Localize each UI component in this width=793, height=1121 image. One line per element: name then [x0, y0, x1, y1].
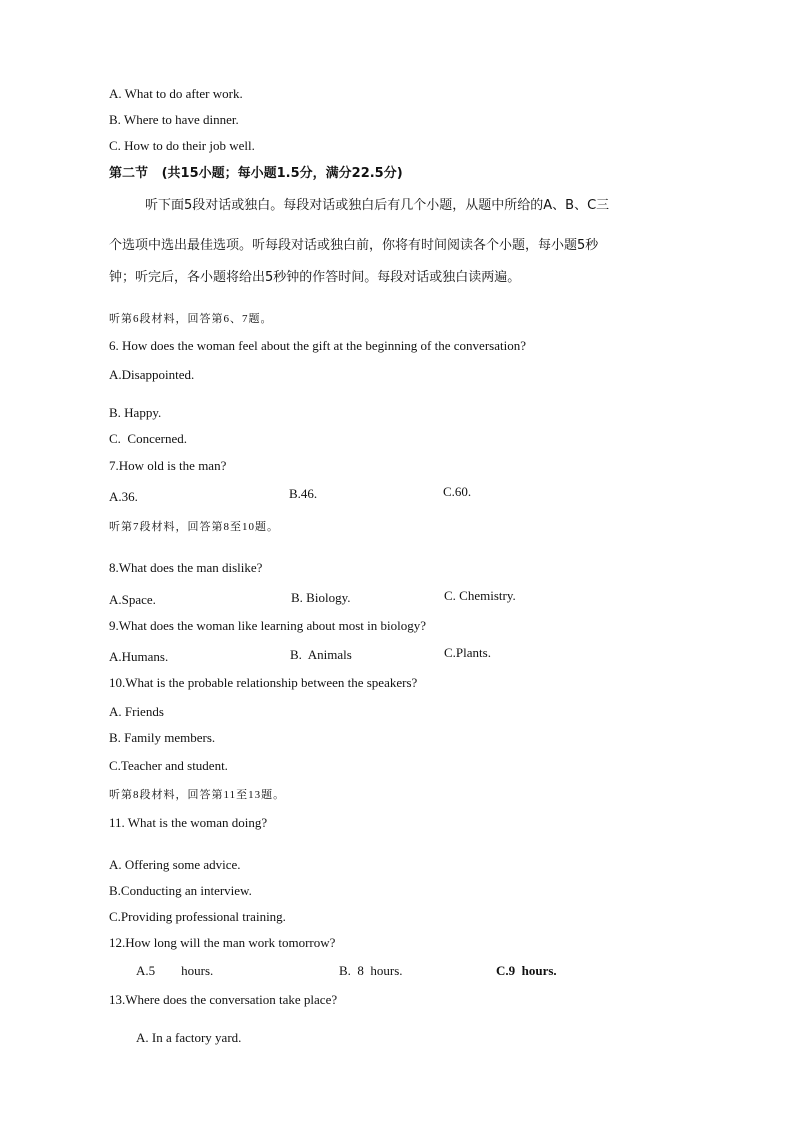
- material-6-heading: 听第6段材料，回答第6、7题。: [109, 313, 273, 325]
- q11-option-a: A. Offering some advice.: [109, 857, 241, 872]
- q12-option-b: B. 8 hours.: [339, 963, 403, 978]
- q10-option-c: C.Teacher and student.: [109, 758, 228, 773]
- section-title: 第二节: [109, 166, 149, 181]
- q12-stem: 12.How long will the man work tomorrow?: [109, 935, 336, 950]
- q12-option-a: A.5 hours.: [136, 963, 214, 978]
- prev-option-a: A. What to do after work.: [109, 86, 243, 101]
- q11-option-b: B.Conducting an interview.: [109, 883, 252, 898]
- prev-option-c: C. How to do their job well.: [109, 138, 255, 153]
- q6-option-c: C. Concerned.: [109, 431, 187, 446]
- q9-stem: 9.What does the woman like learning about most in biology?: [109, 618, 426, 633]
- q9-option-b: B. Animals: [290, 647, 352, 662]
- q9-option-c: C.Plants.: [444, 645, 491, 660]
- material-7-heading: 听第7段材料，回答第8至10题。: [109, 521, 279, 533]
- q11-option-c: C.Providing professional training.: [109, 909, 286, 924]
- q7-option-a: A.36.: [109, 489, 138, 504]
- q13-stem: 13.Where does the conversation take place?: [109, 992, 338, 1007]
- section-heading: [109, 166, 403, 182]
- section-scoring-note: (共15小题；每小题1.5分，满分22.5分): [161, 166, 403, 181]
- q12-option-c: C.9 hours.: [496, 963, 557, 978]
- q6-option-a: A.Disappointed.: [109, 367, 195, 382]
- q8-option-a: A.Space.: [109, 592, 156, 607]
- q7-option-b: B.46.: [289, 486, 318, 501]
- q10-stem: 10.What is the probable relationship between the speakers?: [109, 675, 418, 690]
- q10-option-a: A. Friends: [109, 704, 164, 719]
- material-8-heading: 听第8段材料，回答第11至13题。: [109, 789, 286, 801]
- instruction-line-1: 听下面5段对话或独白。每段对话或独白后有几个小题，从题中所给的A、B、C三: [145, 198, 610, 213]
- q6-stem: 6. How does the woman feel about the gift at the beginning of the conversation?: [109, 338, 526, 353]
- q11-stem: 11. What is the woman doing?: [109, 815, 268, 830]
- q7-stem: 7.How old is the man?: [109, 458, 227, 473]
- instruction-line-3: 钟；听完后，各小题将给出5秒钟的作答时间。每段对话或独白读两遍。: [109, 270, 521, 285]
- q9-option-a: A.Humans.: [109, 649, 169, 664]
- prev-option-b: B. Where to have dinner.: [109, 112, 239, 127]
- q7-option-c: C.60.: [443, 484, 472, 499]
- q8-option-b: B. Biology.: [291, 590, 351, 605]
- q10-option-b: B. Family members.: [109, 730, 216, 745]
- q6-option-b: B. Happy.: [109, 405, 162, 420]
- instruction-line-2: 个选项中选出最佳选项。听每段对话或独白前，你将有时间阅读各个小题，每小题5秒: [109, 238, 599, 253]
- q8-option-c: C. Chemistry.: [444, 588, 516, 603]
- q8-stem: 8.What does the man dislike?: [109, 560, 263, 575]
- q13-option-a: A. In a factory yard.: [136, 1030, 242, 1045]
